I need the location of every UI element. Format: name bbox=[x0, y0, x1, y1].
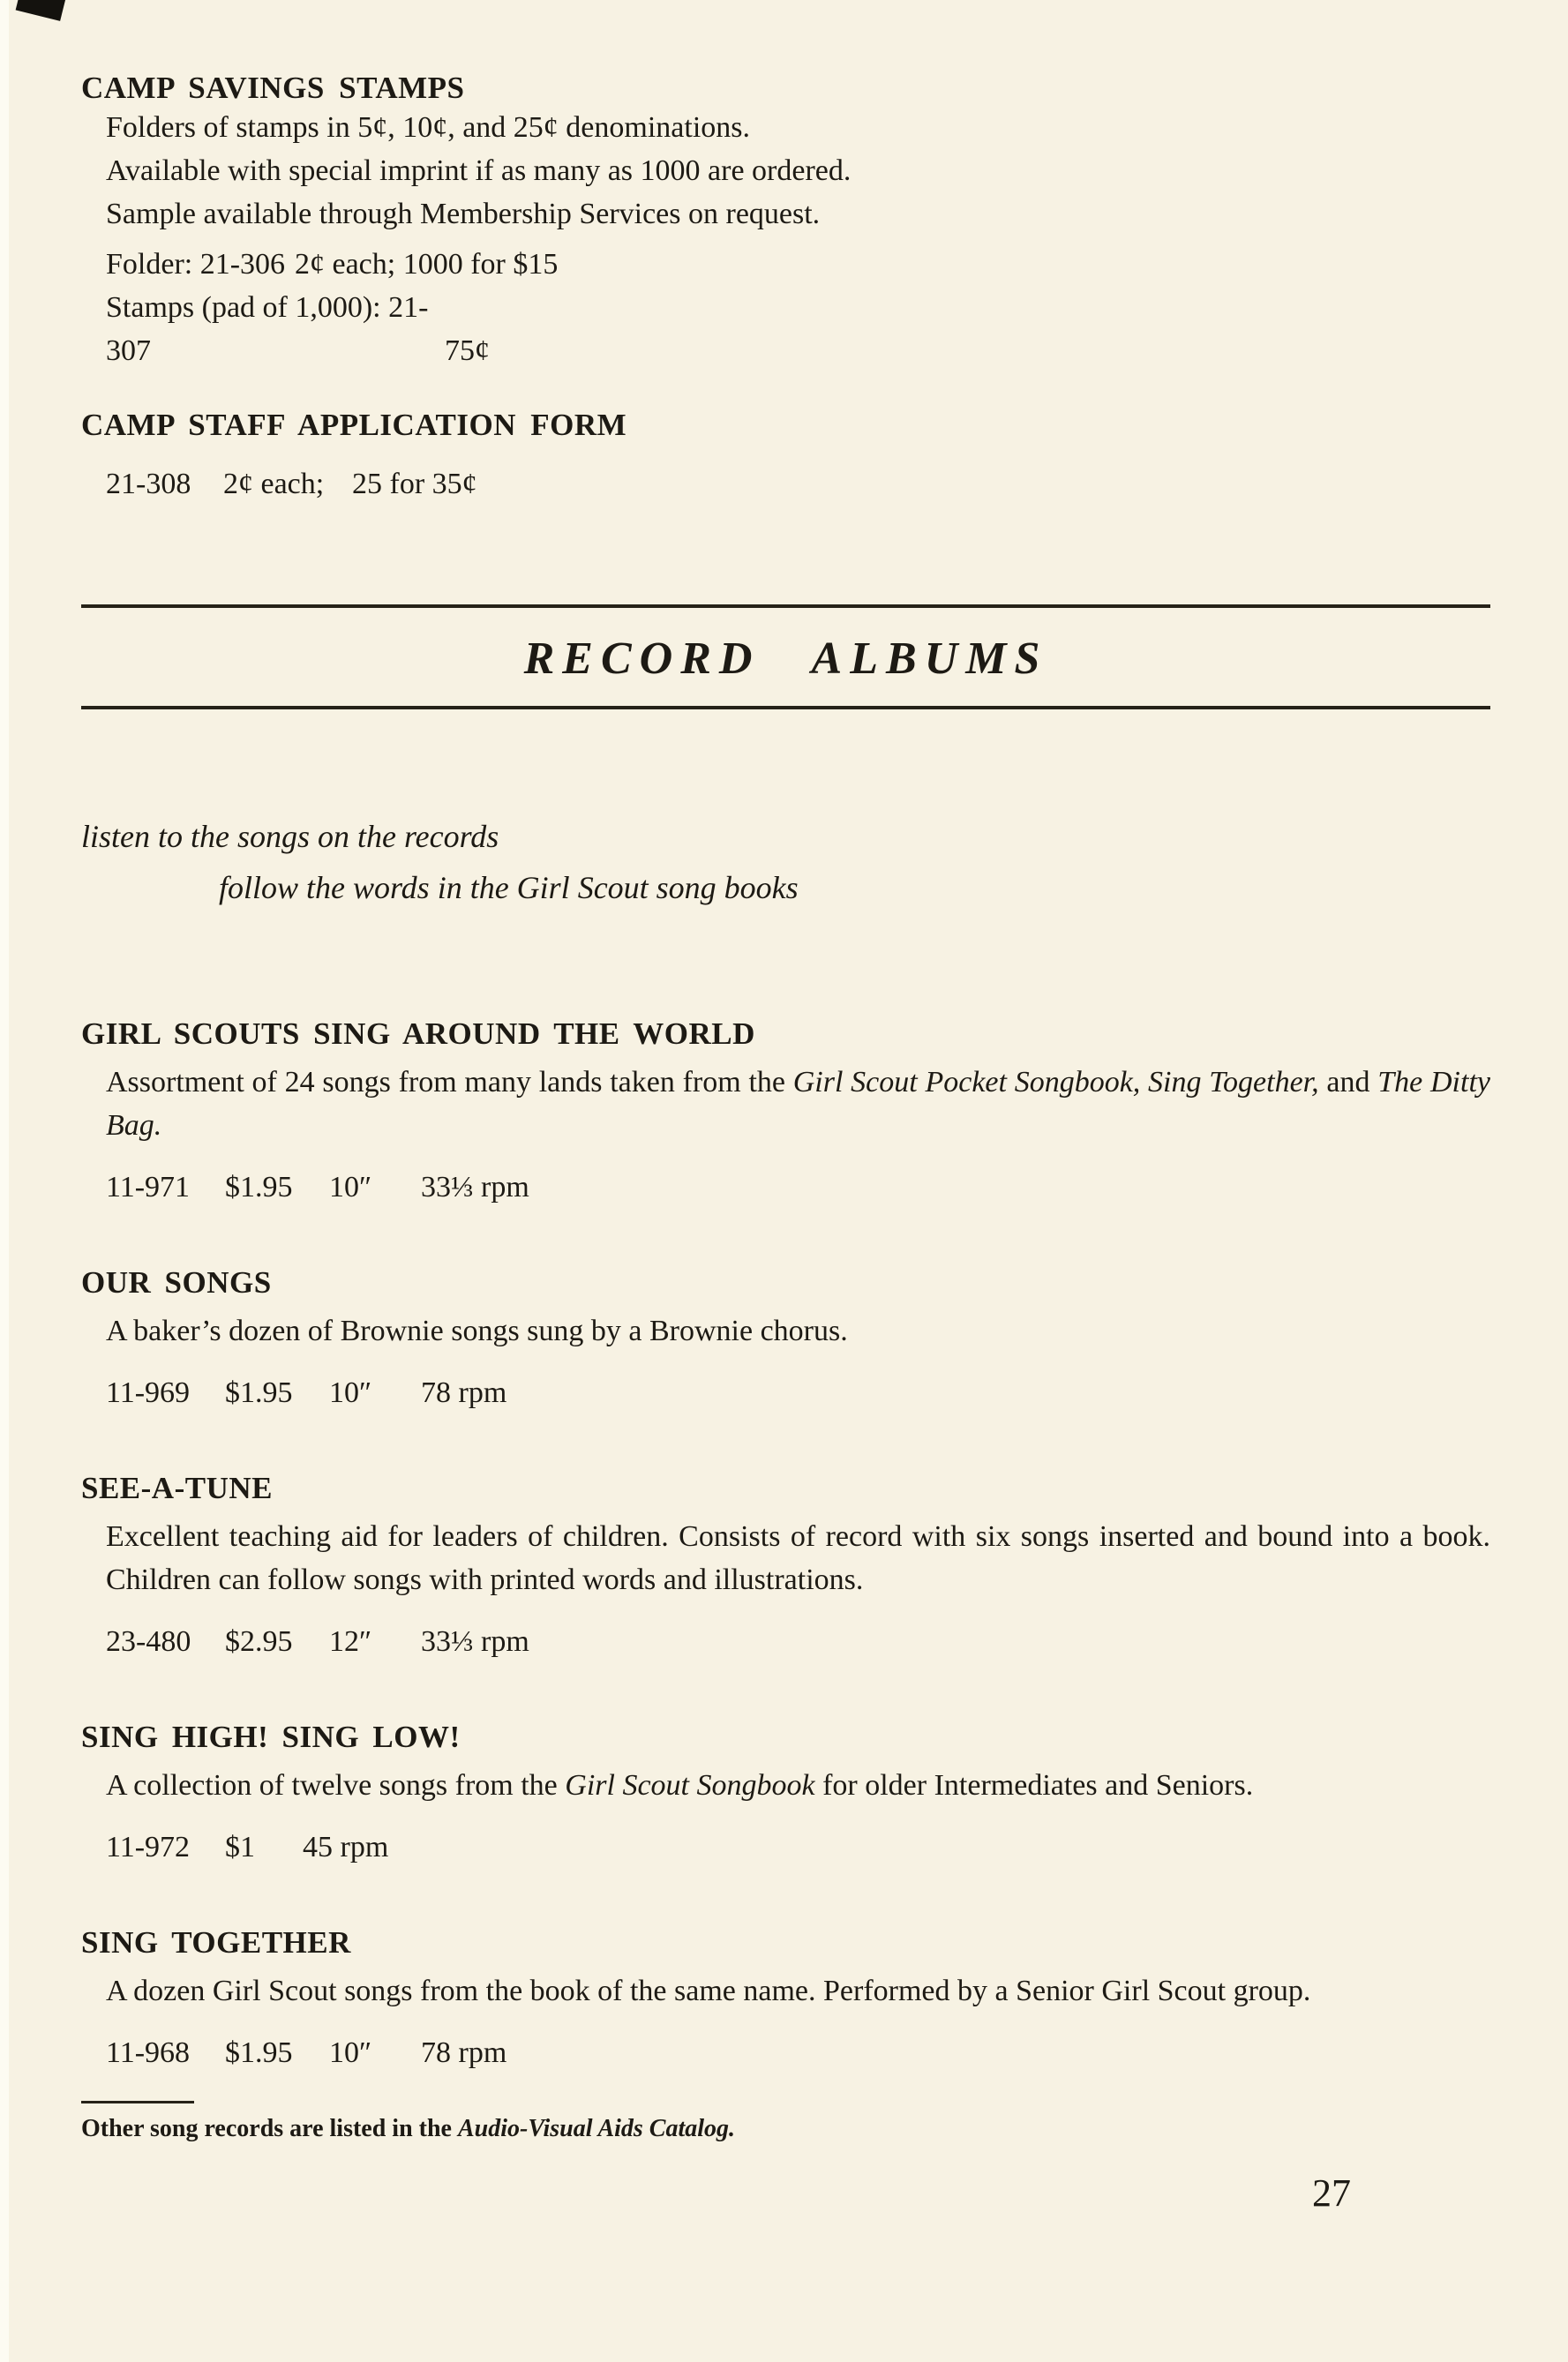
footer-text-italic: Audio-Visual Aids Catalog. bbox=[457, 2115, 736, 2142]
desc-text: for older Intermediates and Seniors. bbox=[814, 1769, 1254, 1802]
desc-text-italic: Girl Scout Pocket Songbook, Sing Together, bbox=[792, 1066, 1319, 1099]
record-item bbox=[81, 1016, 1490, 1207]
record-item bbox=[81, 1471, 1490, 1661]
divider-rule-top bbox=[81, 604, 1490, 608]
item-speed: 33⅓ rpm bbox=[421, 1171, 529, 1203]
record-spec-line bbox=[106, 1168, 1490, 1207]
item-price: $1.95 bbox=[225, 1376, 293, 1409]
desc-text: A baker’s dozen of Brownie songs sung by a Brownie chorus. bbox=[106, 1315, 848, 1347]
record-item bbox=[81, 1925, 1490, 2073]
record-description bbox=[106, 1515, 1490, 1601]
item-code: Folder: 21-306 bbox=[106, 248, 286, 281]
staff-form-spec-line bbox=[106, 462, 1490, 506]
footer-divider bbox=[81, 2101, 194, 2103]
item-speed: 78 rpm bbox=[421, 2036, 507, 2069]
tagline-follow: follow the words in the Girl Scout song books bbox=[219, 870, 799, 905]
record-spec-line bbox=[106, 1623, 1490, 1661]
text-line: Available with special imprint if as many as 1000 are ordered. bbox=[106, 154, 852, 187]
footer-note bbox=[81, 2101, 1490, 2146]
record-title: GIRL SCOUTS SING AROUND THE WORLD bbox=[81, 1016, 755, 1051]
order-line-stamps bbox=[106, 286, 1490, 372]
desc-text: Assortment of 24 songs from many lands taken from the bbox=[106, 1066, 793, 1099]
desc-text: A dozen Girl Scout songs from the book of the same name. Performed by a Senior Girl Scout group. bbox=[106, 1975, 1311, 2007]
item-speed: 78 rpm bbox=[421, 1376, 507, 1409]
tagline-listen: listen to the songs on the records bbox=[81, 819, 499, 854]
item-code: 11-968 bbox=[106, 2036, 191, 2069]
item-code: 11-972 bbox=[106, 1831, 191, 1863]
item-speed: 45 rpm bbox=[303, 1831, 389, 1863]
item-size: 10″ bbox=[329, 1171, 372, 1203]
item-price: $1.95 bbox=[225, 1171, 293, 1203]
item-code: 21-308 bbox=[106, 468, 191, 500]
camp-stamps-body bbox=[106, 106, 1490, 372]
record-item bbox=[81, 1720, 1490, 1867]
desc-text: and bbox=[1318, 1066, 1378, 1099]
item-price: $1 bbox=[225, 1831, 255, 1863]
record-spec-line bbox=[106, 2034, 1490, 2073]
item-code: 11-969 bbox=[106, 1376, 191, 1409]
item-price-bulk: 25 for 35¢ bbox=[352, 468, 477, 500]
item-price: $1.95 bbox=[225, 2036, 293, 2069]
camp-stamps-prices bbox=[106, 243, 1490, 372]
item-size: 10″ bbox=[329, 2036, 372, 2069]
camp-section bbox=[81, 71, 1490, 506]
record-albums-list bbox=[81, 1016, 1490, 2073]
order-line-folder bbox=[106, 243, 1490, 286]
record-description bbox=[106, 1764, 1490, 1807]
page-number: 27 bbox=[1312, 2171, 1351, 2215]
item-price: 2¢ each; bbox=[223, 468, 325, 500]
record-item bbox=[81, 1265, 1490, 1413]
item-code: 11-971 bbox=[106, 1171, 191, 1203]
footer-text-plain: Other song records are listed in the bbox=[81, 2115, 458, 2142]
desc-text: A collection of twelve songs from the bbox=[106, 1769, 566, 1802]
divider-rule-bottom bbox=[81, 706, 1490, 709]
record-title: SEE-A-TUNE bbox=[81, 1471, 273, 1505]
desc-text-italic: The Ditty Bag. bbox=[106, 1066, 1490, 1142]
page-heading: RECORD ALBUMS bbox=[523, 634, 1048, 684]
record-description bbox=[106, 1309, 1490, 1353]
record-title: OUR SONGS bbox=[81, 1265, 272, 1300]
item-speed: 33⅓ rpm bbox=[421, 1625, 529, 1658]
section-title-camp-savings-stamps: CAMP SAVINGS STAMPS bbox=[81, 71, 465, 105]
desc-text: Excellent teaching aid for leaders of children. Consists of record with six songs inserted and bound into a book. Children can follow songs with printed words and illustrations. bbox=[106, 1520, 1490, 1596]
record-title: SING TOGETHER bbox=[81, 1925, 351, 1960]
text-line: Sample available through Membership Services on request. bbox=[106, 198, 821, 230]
record-description bbox=[106, 1061, 1490, 1147]
item-price: 2¢ each; 1000 for $15 bbox=[295, 248, 559, 281]
footer-text bbox=[81, 2112, 1490, 2146]
desc-text-italic: Girl Scout Songbook bbox=[565, 1769, 815, 1802]
item-price: $2.95 bbox=[225, 1625, 293, 1658]
record-spec-line bbox=[106, 1828, 1490, 1867]
item-code: Stamps (pad of 1,000): 21-307 bbox=[106, 291, 429, 367]
item-size: 10″ bbox=[329, 1376, 372, 1409]
item-size: 12″ bbox=[329, 1625, 372, 1658]
record-description bbox=[106, 1969, 1490, 2013]
item-price: 75¢ bbox=[445, 334, 490, 367]
section-title-camp-staff-form: CAMP STAFF APPLICATION FORM bbox=[81, 408, 627, 442]
text-line: Folders of stamps in 5¢, 10¢, and 25¢ denominations. bbox=[106, 111, 751, 144]
record-spec-line bbox=[106, 1374, 1490, 1413]
record-title: SING HIGH! SING LOW! bbox=[81, 1720, 461, 1754]
item-code: 23-480 bbox=[106, 1625, 191, 1658]
